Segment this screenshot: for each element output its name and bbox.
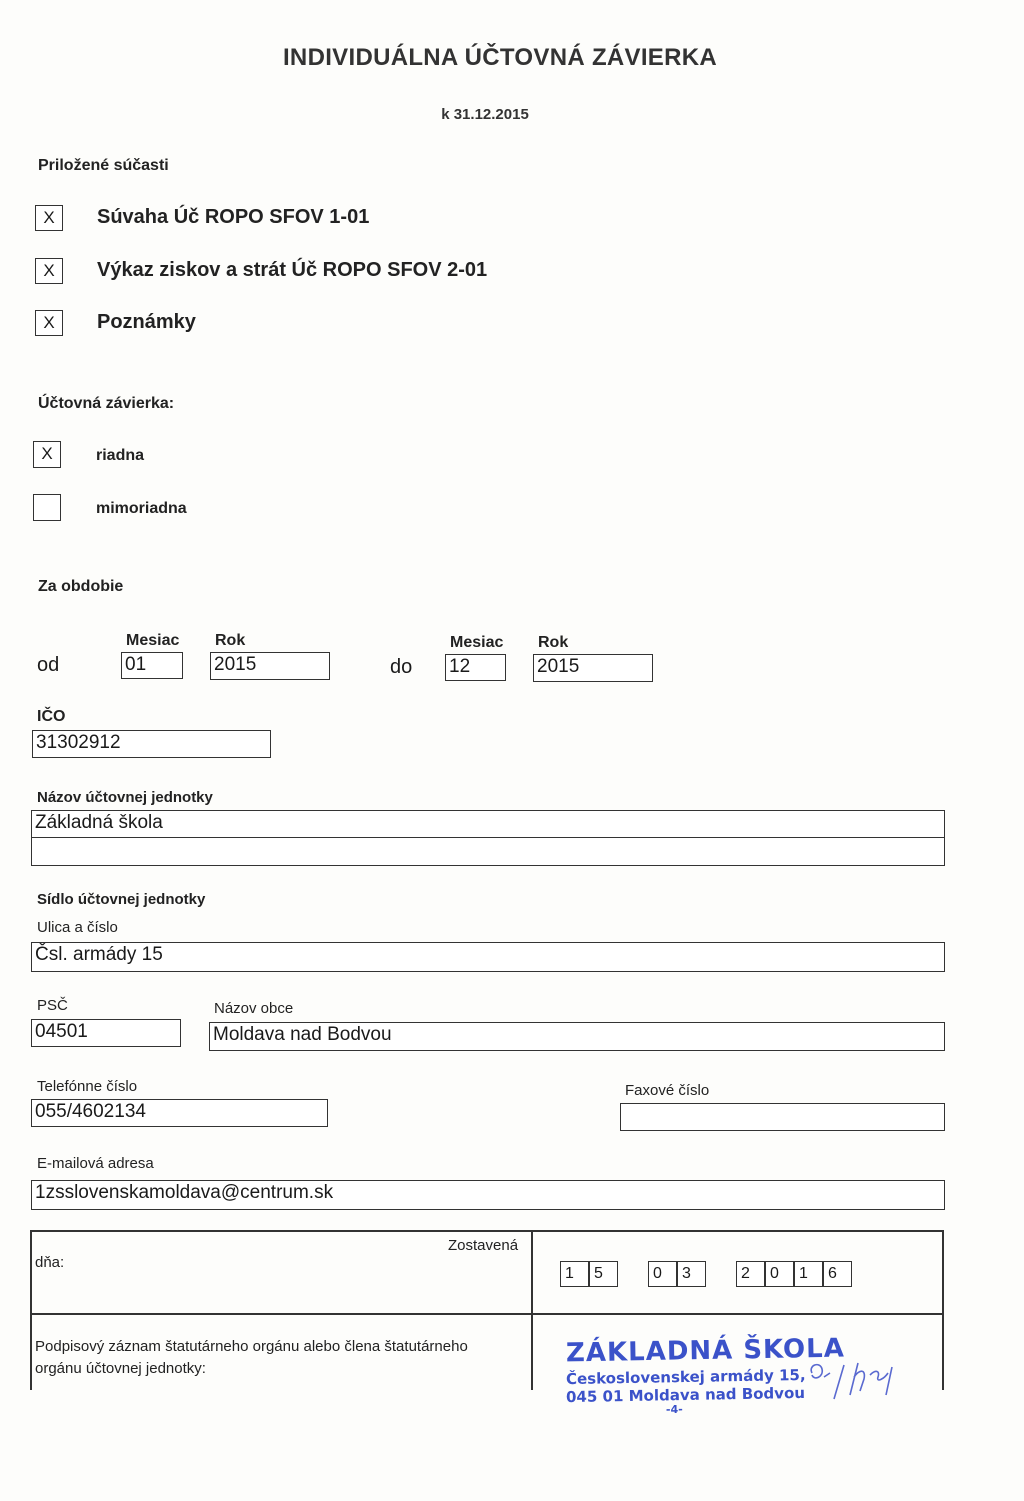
table-top-border — [30, 1230, 944, 1232]
closing-checkbox-extraordinary[interactable] — [33, 494, 61, 521]
phone-field[interactable]: 055/4602134 — [31, 1099, 328, 1127]
compiled-year-digit[interactable]: 6 — [823, 1261, 852, 1287]
psc-label: PSČ — [37, 997, 68, 1014]
to-year-field[interactable]: 2015 — [533, 654, 653, 682]
table-row-divider — [30, 1313, 944, 1315]
to-month-label: Mesiac — [450, 634, 504, 651]
email-label: E-mailová adresa — [37, 1155, 154, 1172]
closing-label-regular: riadna — [96, 447, 145, 464]
to-label: do — [390, 656, 413, 678]
stamp-number: -4- — [665, 1402, 683, 1417]
city-field[interactable]: Moldava nad Bodvou — [209, 1022, 945, 1051]
street-label: Ulica a číslo — [37, 919, 118, 936]
city-label: Názov obce — [214, 1000, 294, 1017]
component-label-balance: Súvaha Úč ROPO SFOV 1-01 — [97, 206, 370, 228]
fax-label: Faxové číslo — [625, 1082, 710, 1099]
compiled-year-digit[interactable]: 0 — [765, 1261, 794, 1287]
components-heading: Priložené súčasti — [38, 157, 169, 174]
compiled-month-digit[interactable]: 3 — [677, 1261, 706, 1287]
fax-field[interactable] — [620, 1103, 945, 1131]
compiled-day-digit[interactable]: 1 — [560, 1261, 589, 1287]
street-field[interactable]: Čsl. armády 15 — [31, 942, 945, 972]
entity-name-line2[interactable] — [31, 838, 945, 866]
ico-field[interactable]: 31302912 — [32, 730, 271, 758]
entity-name-label: Názov účtovnej jednotky — [37, 789, 213, 806]
signature-label: Podpisový záznam štatutárneho orgánu alebo člena štatutárneho orgánu účtovnej jednotky: — [35, 1338, 468, 1377]
email-field[interactable]: 1zsslovenskamoldava@centrum.sk — [31, 1180, 945, 1210]
stamp-title: ZÁKLADNÁ ŠKOLA — [565, 1333, 846, 1369]
closing-type-heading: Účtovná závierka: — [38, 395, 175, 412]
from-month-field[interactable]: 01 — [121, 652, 183, 679]
stamp-city: 045 01 Moldava nad Bodvou — [565, 1383, 806, 1407]
compiled-month-digit[interactable]: 0 — [648, 1261, 677, 1287]
table-right-border — [942, 1230, 944, 1390]
compiled-day-label: dňa: — [35, 1254, 65, 1271]
phone-label: Telefónne číslo — [37, 1078, 138, 1095]
table-middle-border — [531, 1230, 533, 1390]
document-title: INDIVIDUÁLNA ÚČTOVNÁ ZÁVIERKA — [282, 44, 718, 71]
component-checkbox-notes[interactable]: X — [35, 310, 63, 336]
period-heading: Za obdobie — [38, 578, 124, 595]
address-heading: Sídlo účtovnej jednotky — [37, 891, 206, 908]
compiled-day-digit[interactable]: 5 — [589, 1261, 618, 1287]
table-left-border — [30, 1230, 32, 1390]
closing-label-extraordinary: mimoriadna — [96, 500, 187, 517]
component-label-notes: Poznámky — [97, 311, 196, 333]
closing-checkbox-regular[interactable]: X — [33, 441, 61, 468]
psc-field[interactable]: 04501 — [31, 1019, 181, 1047]
ico-label: IČO — [37, 708, 66, 725]
from-year-label: Rok — [215, 632, 246, 649]
from-year-field[interactable]: 2015 — [210, 652, 330, 680]
component-label-profit-loss: Výkaz ziskov a strát Úč ROPO SFOV 2-01 — [97, 259, 488, 281]
compiled-year-digit[interactable]: 1 — [794, 1261, 823, 1287]
compiled-label: Zostavená — [448, 1237, 519, 1254]
handwritten-signature — [800, 1355, 910, 1405]
stamp-street: Československej armády 15, — [565, 1365, 806, 1389]
component-checkbox-profit-loss[interactable]: X — [35, 258, 63, 284]
from-month-label: Mesiac — [126, 632, 180, 649]
to-month-field[interactable]: 12 — [445, 654, 506, 681]
compiled-year-digit[interactable]: 2 — [736, 1261, 765, 1287]
document-date: k 31.12.2015 — [441, 106, 529, 123]
to-year-label: Rok — [538, 634, 569, 651]
component-checkbox-balance[interactable]: X — [35, 205, 63, 231]
from-label: od — [37, 654, 60, 676]
entity-name-line1[interactable]: Základná škola — [31, 810, 945, 838]
